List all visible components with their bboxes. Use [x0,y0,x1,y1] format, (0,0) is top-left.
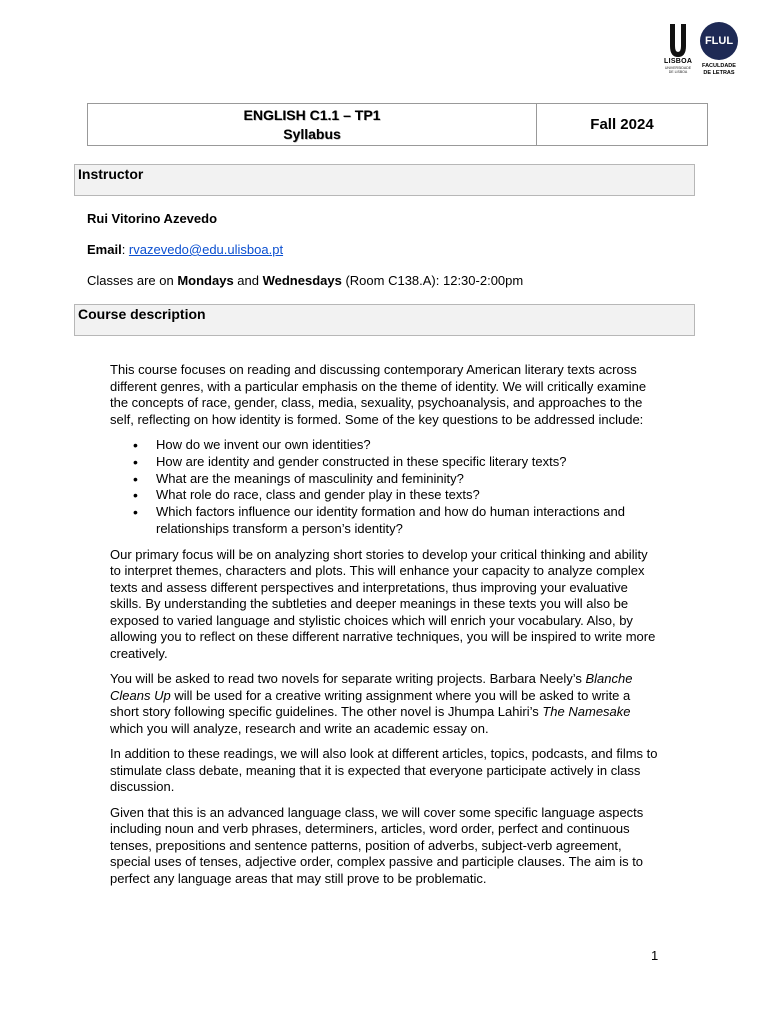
header-table [87,103,708,146]
ulisboa-logo [664,24,692,90]
schedule-room-time: (Room C138.A): 12:30-2:00pm [341,273,524,288]
document-title: Syllabus [283,126,341,142]
book-title-blanche: Blanche Cleans Up [110,671,633,703]
novels-text-a: You will be asked to read two novels for separate writing projects. Barbara Neely’s [110,671,586,687]
list-item: • What role do race, class and gender play in these texts? [110,487,658,504]
ulisboa-name: LISBOA [664,58,693,65]
schedule-and: and [233,273,263,288]
term-cell: Fall 2024 [590,116,654,133]
list-item: • How are identity and gender constructed in these specific literary texts? [110,454,658,471]
paragraph-novels [110,671,658,737]
paragraph-short-stories: Our primary focus will be on analyzing short stories to develop your critical thinking and ability to interpret themes, characters and plots. This will enhance your capacity to analyze complex texts and assess different perspectives and interpretations, thus improving your evaluative skills. By understanding the subtleties and deeper meanings in these texts you will also be exposed to varied language and stylistic choices which will enrich your vocabulary. Also, by allowing you to reflect on these different narrative techniques, you will be inspired to write more creatively. [110,546,656,661]
key-questions-list [110,437,658,538]
course-description-heading: Course description [74,304,695,336]
email-link[interactable]: rvazevedo@edu.ulisboa.pt [128,242,284,257]
schedule-prefix: Classes are on [87,273,178,288]
list-item: • Which factors influence our identity formation and how do human interactions and relationships transform a person’s identity? [110,504,658,538]
flul-sub1: FACULDADE [702,63,736,69]
book-title-namesake: The Namesake [542,704,631,720]
course-title: ENGLISH C1.1 – TP1 [243,107,381,123]
flul-badge: FLUL [700,22,738,60]
paragraph-language-aspects: Given that this is an advanced language class, we will cover some specific language aspects including noun and verb phrases, determiners, articles, word order, perfect and continuous tenses, prepositions and sentence patterns, position of adverbs, subject-verb agreement, special uses of tenses, adjective order, complex passive and participle clauses. The aim is to perfect any language areas that may still prove to be problematic. [110,804,644,886]
instructor-name: Rui Vitorino Azevedo [87,211,218,226]
novels-text-b: will be used for a creative writing assignment where you will be asked to write a short story following specific guidelines. The other novel is Jhumpa Lahiri’s [110,687,631,720]
ulisboa-sub1: UNIVERSIDADE [664,66,692,70]
novels-text-c: which you will analyze, research and write an academic essay on. [110,720,489,736]
flul-logo [698,22,740,92]
schedule-day-1: Mondays [177,273,234,288]
class-schedule [87,273,523,290]
paragraph-additional-readings: In addition to these readings, we will also look at different articles, topics, podcasts, and films to stimulate class debate, meaning that it is expected that everyone participate actively in class discussion. [110,746,658,795]
instructor-email-line [87,242,283,259]
list-item: • What are the meanings of masculinity and femininity? [110,471,658,488]
ulisboa-sub2: DE LISBOA [668,70,688,74]
list-item: • How do we invent our own identities? [110,437,658,454]
instructor-heading: Instructor [74,164,695,196]
intro-paragraph: This course focuses on reading and discussing contemporary American literary texts across different genres, with a particular emphasis on the theme of identity. We will critically examine the concepts of race, gender, class, media, sexuality, psychoanalysis, and approaches to the self, reflecting on how identity is formed. Some of the key questions to be addressed include: [110,362,647,427]
email-separator: : [121,242,129,257]
email-label: Email [87,242,122,257]
page-number: 1 [651,948,659,963]
header-title-cell [88,104,537,145]
course-description-body [110,362,658,887]
ulisboa-u-icon [668,24,688,58]
schedule-day-2: Wednesdays [262,273,342,288]
flul-sub2: DE LETRAS [703,70,735,76]
